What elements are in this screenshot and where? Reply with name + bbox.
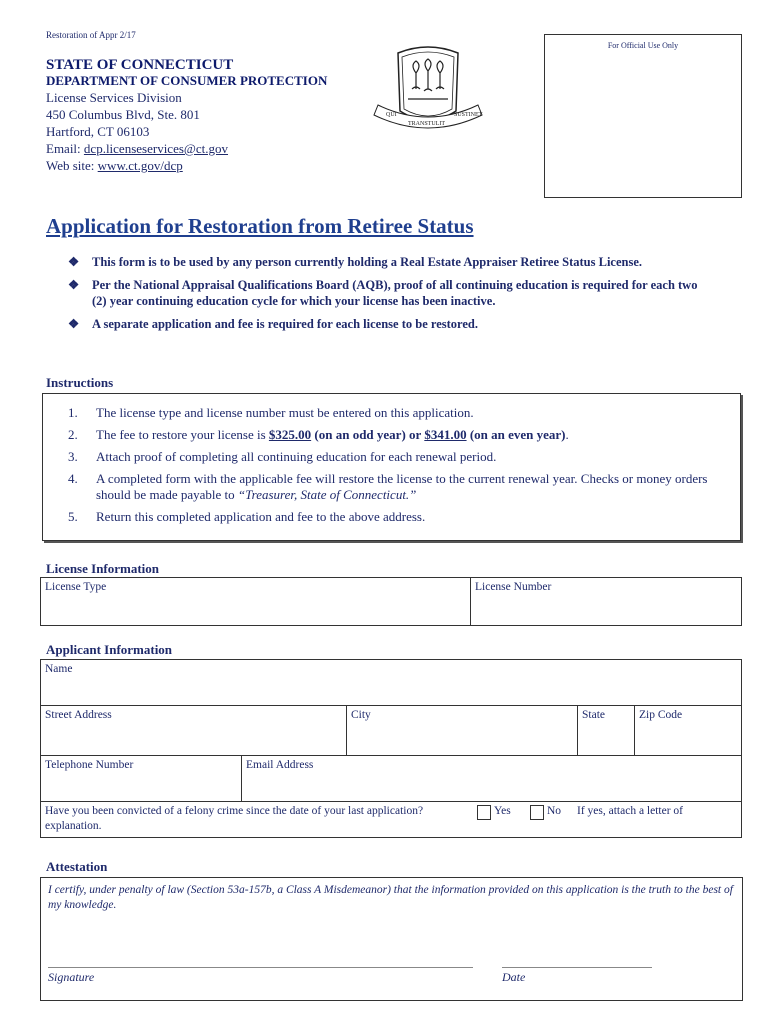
payee-text: “Treasurer, State of Connecticut.” — [237, 487, 417, 502]
page-title: Application for Restoration from Retiree Status — [46, 214, 474, 238]
instruction-item: 2. The fee to restore your license is $325.00 (on an odd year) or $341.00 (on an even year). — [68, 427, 569, 442]
bullet-item: ❖ Per the National Appraisal Qualifications Board (AQB), proof of all continuing education is required for each two (2) year continuing education cycle for which your license has been inactive. — [68, 278, 698, 308]
email-line — [46, 141, 228, 157]
signature-line[interactable] — [48, 967, 473, 968]
bullet-item: ❖ A separate application and fee is required for each license to be restored. — [68, 317, 478, 331]
street-address-field[interactable] — [41, 706, 347, 756]
email-label: Email: — [46, 141, 84, 156]
street-address-label: Street Address — [45, 709, 112, 721]
state-label: State — [582, 709, 605, 721]
fee-even: $341.00 — [424, 427, 467, 442]
seal-ribbon-text-1: QUI — [386, 112, 397, 118]
diamond-bullet-icon: ❖ — [68, 317, 80, 331]
seal-ribbon-text-2: TRANSTULIT — [408, 121, 445, 127]
instructions-list — [68, 405, 728, 531]
felony-question-continued: explanation. — [45, 820, 102, 832]
applicant-info-heading: Applicant Information — [46, 642, 173, 657]
license-number-field[interactable] — [471, 578, 742, 626]
date-line[interactable] — [502, 967, 652, 968]
info-bullets — [68, 254, 708, 339]
attestation-text: I certify, under penalty of law (Section 53a-157b, a Class A Misdemeanor) that the information provided on this application is the truth to the best of my knowledge. — [48, 884, 733, 911]
form-code: Restoration of Appr 2/17 — [46, 30, 136, 40]
city-label: City — [351, 709, 371, 721]
email-address-field[interactable] — [242, 756, 742, 802]
zip-code-field[interactable] — [635, 706, 742, 756]
signature-label: Signature — [48, 970, 95, 984]
web-link[interactable]: www.ct.gov/dcp — [97, 158, 183, 173]
instruction-item: 3. Attach proof of completing all continuing education for each renewal period. — [68, 449, 497, 464]
license-type-label: License Type — [45, 581, 107, 593]
seal-ribbon-text-3: SUSTINET — [454, 112, 483, 118]
official-use-box — [544, 34, 742, 198]
applicant-info-table — [40, 659, 742, 756]
diamond-bullet-icon: ❖ — [68, 278, 80, 292]
attestation-heading: Attestation — [46, 859, 108, 874]
contact-table — [40, 755, 742, 838]
license-number-label: License Number — [475, 581, 552, 593]
fee-odd: $325.00 — [268, 427, 312, 442]
instruction-item: 5. Return this completed application and fee to the above address. — [68, 509, 426, 524]
city-address: Hartford, CT 06103 — [46, 124, 150, 139]
felony-question: Have you been convicted of a felony crime since the date of your last application? — [45, 805, 424, 817]
state-seal-icon — [368, 43, 488, 141]
web-label: Web site: — [46, 158, 98, 173]
email-link[interactable]: dcp.licenseservices@ct.gov — [83, 141, 229, 156]
city-field[interactable] — [347, 706, 578, 756]
state-name: STATE OF CONNECTICUT — [46, 57, 234, 73]
felony-no-checkbox[interactable] — [530, 805, 544, 820]
telephone-field[interactable] — [41, 756, 242, 802]
instruction-item: 4. A completed form with the applicable fee will restore the license to the current renewal year. Checks or money orders should be made payable to “Treasurer, State of Connecticut.” — [68, 471, 708, 502]
name-field[interactable] — [41, 660, 742, 706]
felony-no-label: No — [547, 805, 562, 817]
zip-code-label: Zip Code — [639, 709, 683, 721]
felony-yes-label: Yes — [494, 805, 511, 817]
license-info-heading: License Information — [46, 561, 160, 576]
state-field[interactable] — [578, 706, 635, 756]
license-info-table — [40, 577, 742, 626]
date-label: Date — [502, 970, 526, 984]
division-name: License Services Division — [46, 90, 182, 105]
felony-note: If yes, attach a letter of — [577, 805, 683, 817]
name-label: Name — [45, 663, 73, 675]
bullet-item: ❖ This form is to be used by any person currently holding a Real Estate Appraiser Retiree Status License. — [68, 255, 643, 269]
department-name: DEPARTMENT OF CONSUMER PROTECTION — [46, 73, 328, 88]
felony-yes-checkbox[interactable] — [477, 805, 491, 820]
telephone-label: Telephone Number — [45, 759, 134, 771]
diamond-bullet-icon: ❖ — [68, 255, 80, 269]
felony-question-row — [41, 802, 742, 838]
license-type-field[interactable] — [41, 578, 471, 626]
email-address-label: Email Address — [246, 759, 314, 771]
web-line — [46, 158, 183, 174]
official-use-label: For Official Use Only — [607, 41, 679, 50]
instructions-heading: Instructions — [46, 375, 114, 390]
street-address: 450 Columbus Blvd, Ste. 801 — [46, 107, 200, 122]
instruction-item: 1. The license type and license number must be entered on this application. — [68, 405, 474, 420]
